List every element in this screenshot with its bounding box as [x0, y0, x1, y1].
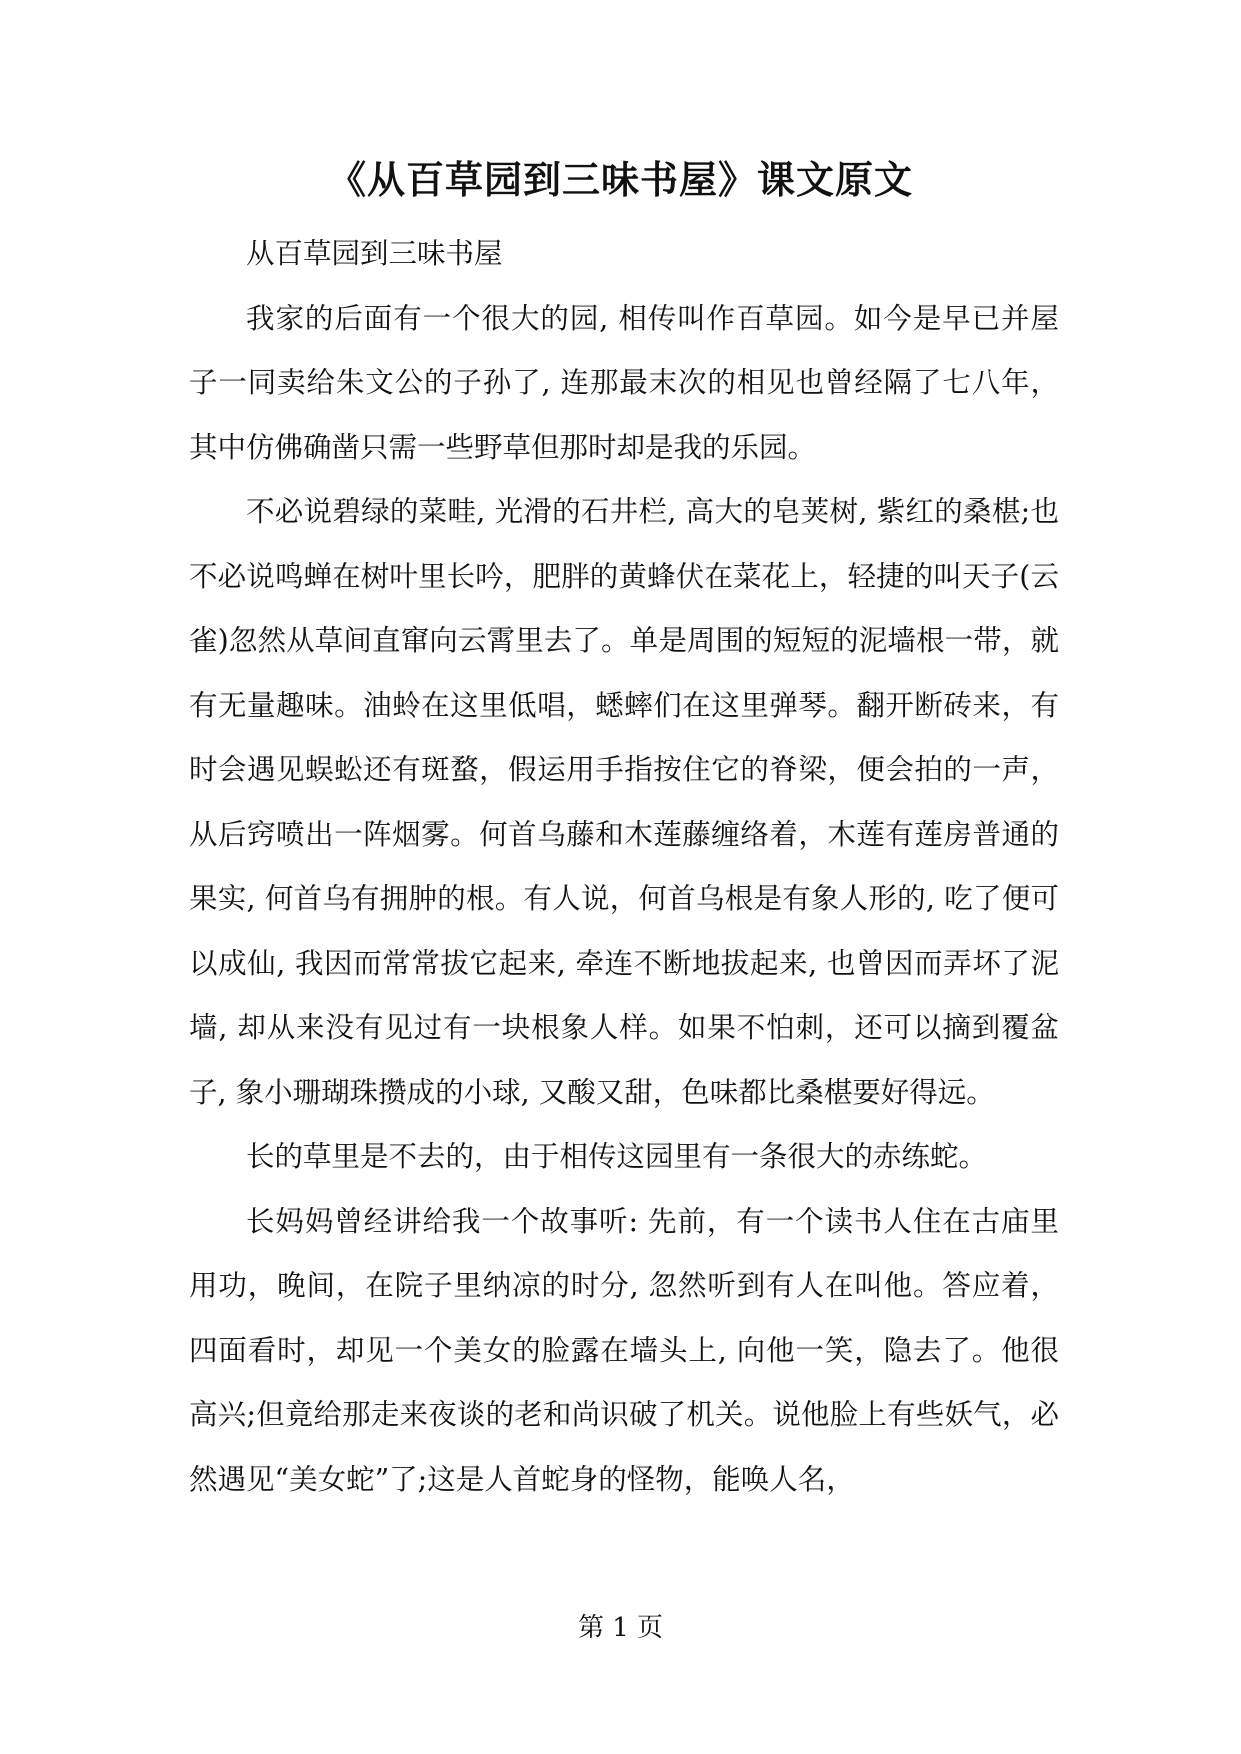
paragraph-4: 长妈妈曾经讲给我一个故事听: 先前，有一个读书人住在古庙里用功，晚间，在院子里纳凉的时分, 忽然听到有人在叫他。答应着，四面看时，却见一个美女的脸露在墙头上, 向他一笑，隐去了。他很高兴;但竟给那走来夜谈的老和尚识破了机关。说他脸上有些妖气，必然遇见“美女蛇”了;这是人首蛇身的怪物，能唤人名，: [189, 1204, 1059, 1496]
paragraph-3: 长的草里是不去的，由于相传这园里有一条很大的赤练蛇。: [246, 1140, 988, 1173]
page-number: 第 1 页: [577, 1613, 664, 1643]
paragraph-2: 不必说碧绿的菜畦, 光滑的石井栏, 高大的皂荚树, 紫红的桑椹;也不必说鸣蝉在树叶里长吟，肥胖的黄蜂伏在菜花上，轻捷的叫天子(云雀)忽然从草间直窜向云霄里去了。单是周围的短短的泥墙根一带，就有无量趣味。油蛉在这里低唱，蟋蟀们在这里弹琴。翻开断砖来，有时会遇见蜈蚣还有斑蝥，假运用手指按住它的脊梁，便会拍的一声，从后窍喷出一阵烟雾。何首乌藤和木莲藤缠络着，木莲有莲房普通的果实, 何首乌有拥肿的根。有人说，何首乌根是有象人形的, 吃了便可以成仙, 我因而常常拔它起来, 牵连不断地拔起来, 也曾因而弄坏了泥墙, 却从来没有见过有一块根象人样。如果不怕刺，还可以摘到覆盆子, 象小珊瑚珠攒成的小球, 又酸又甜，色味都比桑椹要好得远。: [189, 495, 1059, 1109]
document-title: 《从百草园到三味书屋》课文原文: [327, 157, 913, 202]
paragraph-subtitle: 从百草园到三味书屋: [246, 237, 503, 270]
document-body: [189, 222, 1059, 1512]
paragraph-1: 我家的后面有一个很大的园, 相传叫作百草园。如今是早已并屋子一同卖给朱文公的子孙了, 连那最末次的相见也曾经隔了七八年，其中仿佛确凿只需一些野草但那时却是我的乐园。: [189, 301, 1059, 464]
